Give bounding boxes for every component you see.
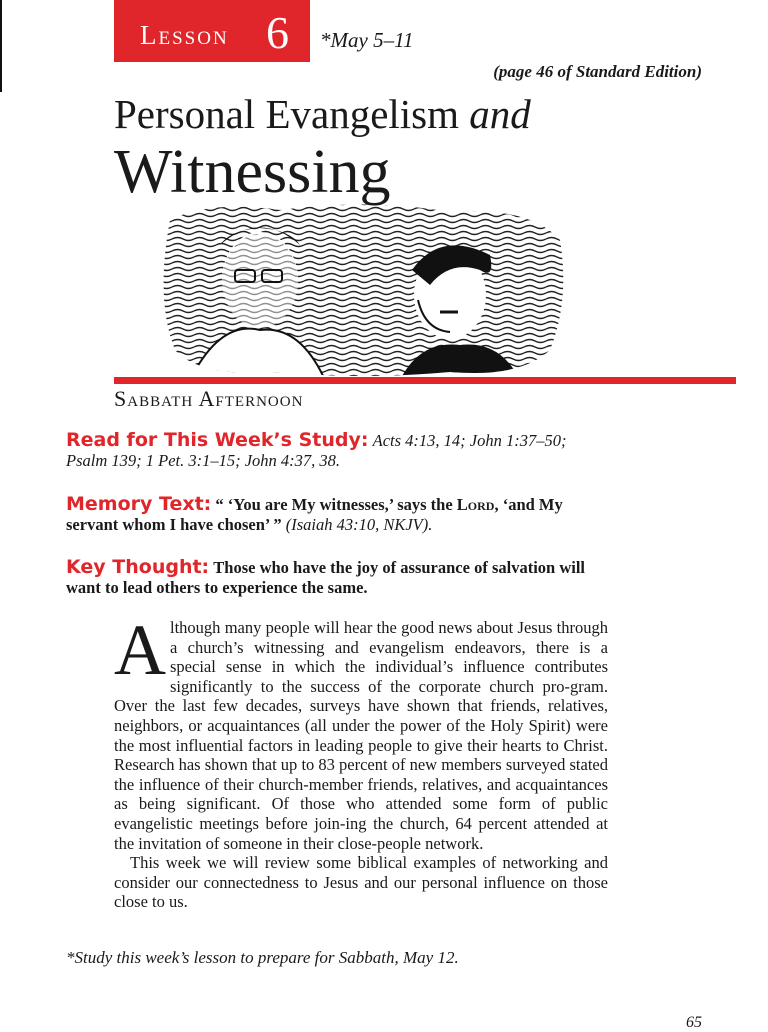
two-men-illustration	[150, 200, 570, 380]
title-main: Personal Evangelism	[114, 91, 470, 137]
margin-rule	[0, 0, 2, 92]
read-text: Acts 4:13, 14; John 1:37–50; Psalm 139; 1 Pet. 3:1–15; John 4:37, 38.	[66, 431, 567, 470]
memory-section	[66, 494, 608, 535]
memory-lord: Lord	[456, 495, 495, 514]
footnote: *Study this week’s lesson to prepare for Sabbath, May 12.	[66, 948, 459, 967]
lesson-number: 6	[266, 7, 289, 58]
memory-quote-b: , ‘and My servant whom I have chosen’ ”	[66, 495, 563, 534]
memory-reference: (Isaiah 43:10, NKJV).	[285, 515, 433, 534]
key-thought-section	[66, 557, 608, 598]
body-text	[114, 610, 608, 912]
section-divider	[114, 377, 736, 384]
date-range: *May 5–11	[320, 28, 414, 52]
page-title-line1	[114, 92, 531, 137]
drop-cap: A	[114, 610, 166, 690]
paragraph-1-text: lthough many people will hear the good news about Jesus through a church’s witnessing and evangelism endeavors, there is a special sense in which the individual’s influence contributes significantly to the success of the corporate church pro-gram. Over the last few decades, surveys have shown that friends, relatives, neighbors, or acquaintances (all under the power of the Holy Spirit) were the most influential factors in leading people to give their hearts to Christ. Research has shown that up to 83 percent of new members surveyed stated the influence of their church-member friends, relatives, and acquaintances as being significant. Of those who attended some form of public evangelistic meetings before join-ing the church, 64 percent attended at the invitation of someone in their close-people network.	[114, 618, 608, 853]
paragraph-1	[114, 610, 608, 853]
lesson-word: Lesson	[140, 20, 229, 50]
key-text: Those who have the joy of assurance of salvation will want to lead others to experience the same.	[66, 558, 585, 597]
title-and: and	[469, 91, 531, 137]
memory-quote-a: “ ‘You are My witnesses,’ says the	[215, 495, 457, 514]
page-title-line2: Witnessing	[114, 138, 391, 206]
edition-reference: (page 46 of Standard Edition)	[493, 62, 702, 81]
memory-label: Memory Text:	[66, 493, 212, 515]
read-section	[66, 430, 608, 471]
key-label: Key Thought:	[66, 556, 210, 578]
paragraph-2: This week we will review some biblical examples of networking and consider our connectedness to Jesus and our personal influence on those close to us.	[114, 853, 608, 912]
section-heading: Sabbath Afternoon	[114, 386, 304, 411]
lesson-badge	[114, 0, 310, 62]
page-number: 65	[686, 1014, 702, 1031]
read-label: Read for This Week’s Study:	[66, 429, 369, 451]
